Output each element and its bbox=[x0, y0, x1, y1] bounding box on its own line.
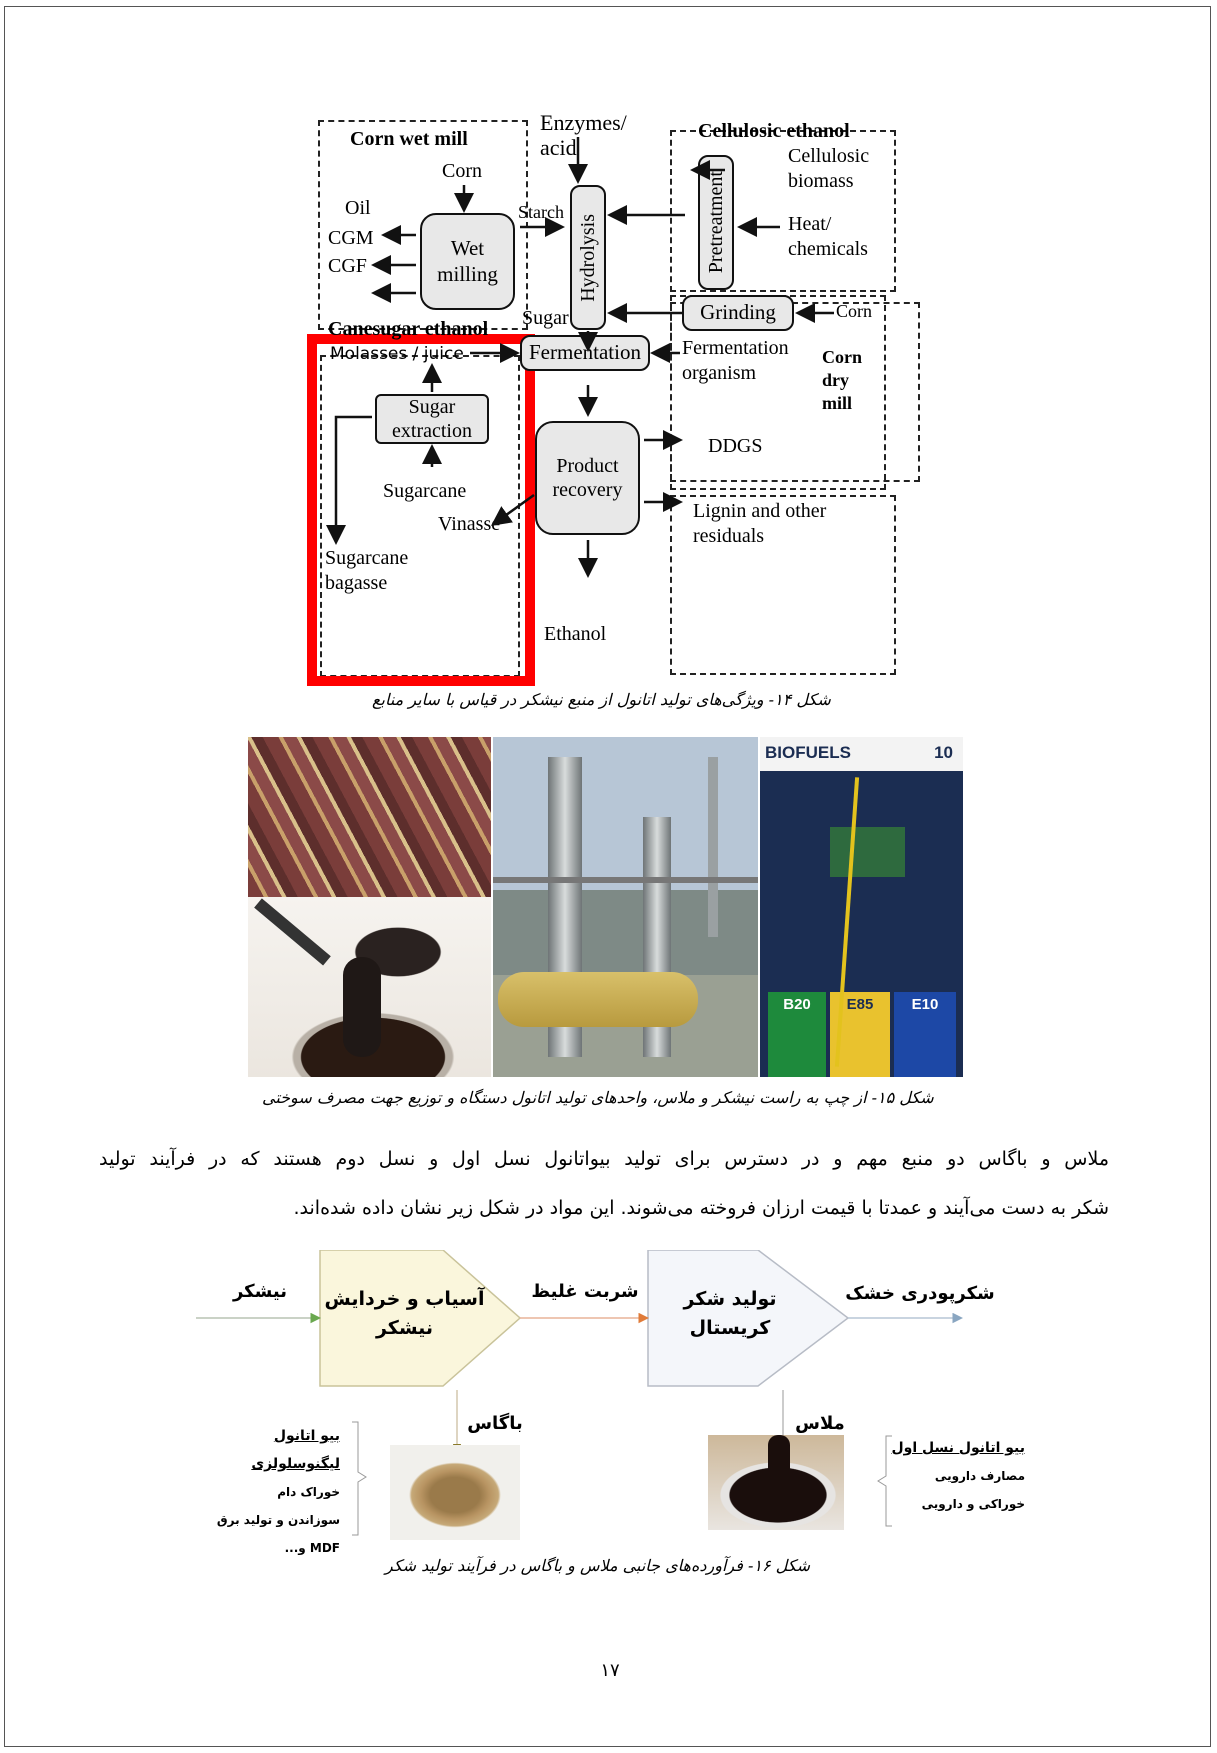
fermentation-label: Fermentation bbox=[529, 340, 641, 365]
molasses-juice-label: Molasses / juice bbox=[330, 344, 464, 364]
bagasse-use-item: MDF و... bbox=[284, 1541, 340, 1555]
step2-line1: تولید شکر bbox=[683, 1288, 777, 1310]
output-dry-sugar-label: شکرپودری خشک bbox=[845, 1283, 995, 1304]
corn-dry-input-label: Corn bbox=[836, 301, 872, 321]
bagasse-use-item: خوراک دام bbox=[277, 1485, 340, 1499]
corn-dry-mill-title-line2: dry bbox=[822, 370, 849, 390]
bagasse-label: باگاس bbox=[467, 1413, 523, 1434]
cgm-label: CGM bbox=[328, 227, 374, 249]
enzymes-label-line1: Enzymes/ bbox=[540, 110, 627, 135]
bagasse-uses-head: بیو اتانول لیگنوسلولزی bbox=[251, 1428, 340, 1472]
pretreatment-label: Pretreatment bbox=[705, 171, 727, 274]
molasses-use-item: مصارف دارویی bbox=[934, 1469, 1025, 1483]
step1-line1: آسیاب و خردایش bbox=[324, 1288, 485, 1310]
sugar-extraction-line1: Sugar bbox=[408, 396, 456, 418]
body-paragraph-line2: شکر به دست می‌آیند و عمدتا با قیمت ارزان فروخته می‌شوند. این مواد در شکل زیر نشان داده شده‌اند. bbox=[293, 1197, 1109, 1219]
pump-sign: BIOFUELS bbox=[765, 743, 851, 762]
hydrolysis-label: Hydrolysis bbox=[577, 213, 599, 302]
sugarcane-photo bbox=[248, 737, 491, 897]
figure-16-caption: شکل ۱۶- فرآورده‌های جانبی ملاس و باگاس در فرآیند تولید شکر bbox=[385, 1556, 810, 1575]
sugar-label: Sugar bbox=[522, 307, 569, 329]
molasses-label: ملاس bbox=[795, 1413, 845, 1434]
grade-e10: E10 bbox=[894, 992, 956, 1077]
cgf-label: CGF bbox=[328, 255, 367, 277]
oil-label: Oil bbox=[345, 197, 371, 219]
grinding-label: Grinding bbox=[700, 300, 776, 325]
wet-milling-line1: Wet bbox=[450, 236, 485, 261]
grade-b20: B20 bbox=[768, 992, 826, 1077]
lignin-label-line1: Lignin and other bbox=[693, 500, 827, 522]
molasses-uses-list bbox=[890, 1434, 1025, 1518]
heat-chemicals-line2: chemicals bbox=[788, 238, 868, 260]
starch-label: Starch bbox=[518, 202, 564, 222]
figure-15-caption: شکل ۱۵- از چپ به راست نیشکر و ملاس، واحدهای تولید اتانول دستگاه و توزیع جهت مصرف سوختی bbox=[262, 1088, 934, 1107]
product-recovery-line1: Product bbox=[556, 455, 619, 477]
fermentation-organism-line2: organism bbox=[682, 362, 757, 384]
molasses-photo bbox=[708, 1435, 844, 1530]
sugarcane-label: Sugarcane bbox=[383, 480, 467, 502]
bagasse-use-item: سوزاندن و تولید برق bbox=[216, 1513, 340, 1527]
cellulosic-biomass-line2: biomass bbox=[788, 170, 854, 192]
product-recovery-line2: recovery bbox=[552, 479, 623, 501]
step2-line2: کریستال bbox=[689, 1317, 771, 1340]
corn-wet-mill-title: Corn wet mill bbox=[350, 128, 468, 150]
step2-crystallization-box bbox=[655, 1285, 805, 1344]
vinasse-label: Vinasse bbox=[438, 513, 501, 535]
step1-milling-box bbox=[322, 1285, 487, 1344]
figure-15-collage bbox=[248, 737, 963, 1077]
molasses-use-item: خوراکی و دارویی bbox=[921, 1497, 1025, 1511]
molasses-uses-head: بیو اتانول نسل اول bbox=[891, 1440, 1025, 1456]
figure-14-diagram bbox=[310, 110, 910, 680]
grade-e85: E85 bbox=[830, 992, 890, 1077]
sugar-extraction-line2: extraction bbox=[392, 420, 472, 442]
bagasse-photo bbox=[390, 1445, 520, 1540]
enzymes-label-line2: acid bbox=[540, 135, 577, 160]
corn-dry-mill-title-line1: Corn bbox=[822, 347, 862, 367]
fermentation-organism-line1: Fermentation bbox=[682, 337, 789, 359]
corn-input-label: Corn bbox=[442, 160, 482, 182]
bagasse-uses-list bbox=[185, 1422, 340, 1562]
bagasse-label-line2: bagasse bbox=[325, 572, 388, 594]
step1-line2: نیشکر bbox=[375, 1317, 434, 1340]
ethanol-plant-photo bbox=[493, 737, 758, 1077]
corn-dry-mill-title-line3: mill bbox=[822, 393, 852, 413]
flow-arrows bbox=[310, 115, 910, 680]
ethanol-label: Ethanol bbox=[544, 623, 607, 645]
biofuel-pump-photo bbox=[760, 737, 963, 1077]
ddgs-label: DDGS bbox=[708, 435, 763, 457]
cellulosic-title: Cellulosic ethanol bbox=[698, 120, 850, 142]
wet-milling-line2: milling bbox=[437, 261, 498, 286]
body-paragraph-line1: ملاس و باگاس دو منبع مهم و در دسترس برای تولید بیواتانول نسل اول و نسل دوم هستند که در فرآیند تولید bbox=[99, 1148, 1109, 1170]
heat-chemicals-line1: Heat/ bbox=[788, 213, 832, 235]
pump-number: 10 bbox=[934, 743, 953, 762]
input-sugarcane-label: نیشکر bbox=[232, 1281, 288, 1302]
figure-14-caption: شکل ۱۴- ویژگی‌های تولید اتانول از منبع نیشکر در قیاس با سایر منابع bbox=[372, 690, 831, 709]
bagasse-label-line1: Sugarcane bbox=[325, 547, 409, 569]
page-number: ۱۷ bbox=[600, 1660, 620, 1681]
intermediate-syrup-label: شربت غلیظ bbox=[531, 1281, 639, 1302]
molasses-jar-photo bbox=[248, 897, 491, 1077]
cellulosic-biomass-line1: Cellulosic bbox=[788, 145, 870, 167]
lignin-label-line2: residuals bbox=[693, 525, 765, 547]
canesugar-title: Canesugar ethanol bbox=[328, 318, 489, 340]
